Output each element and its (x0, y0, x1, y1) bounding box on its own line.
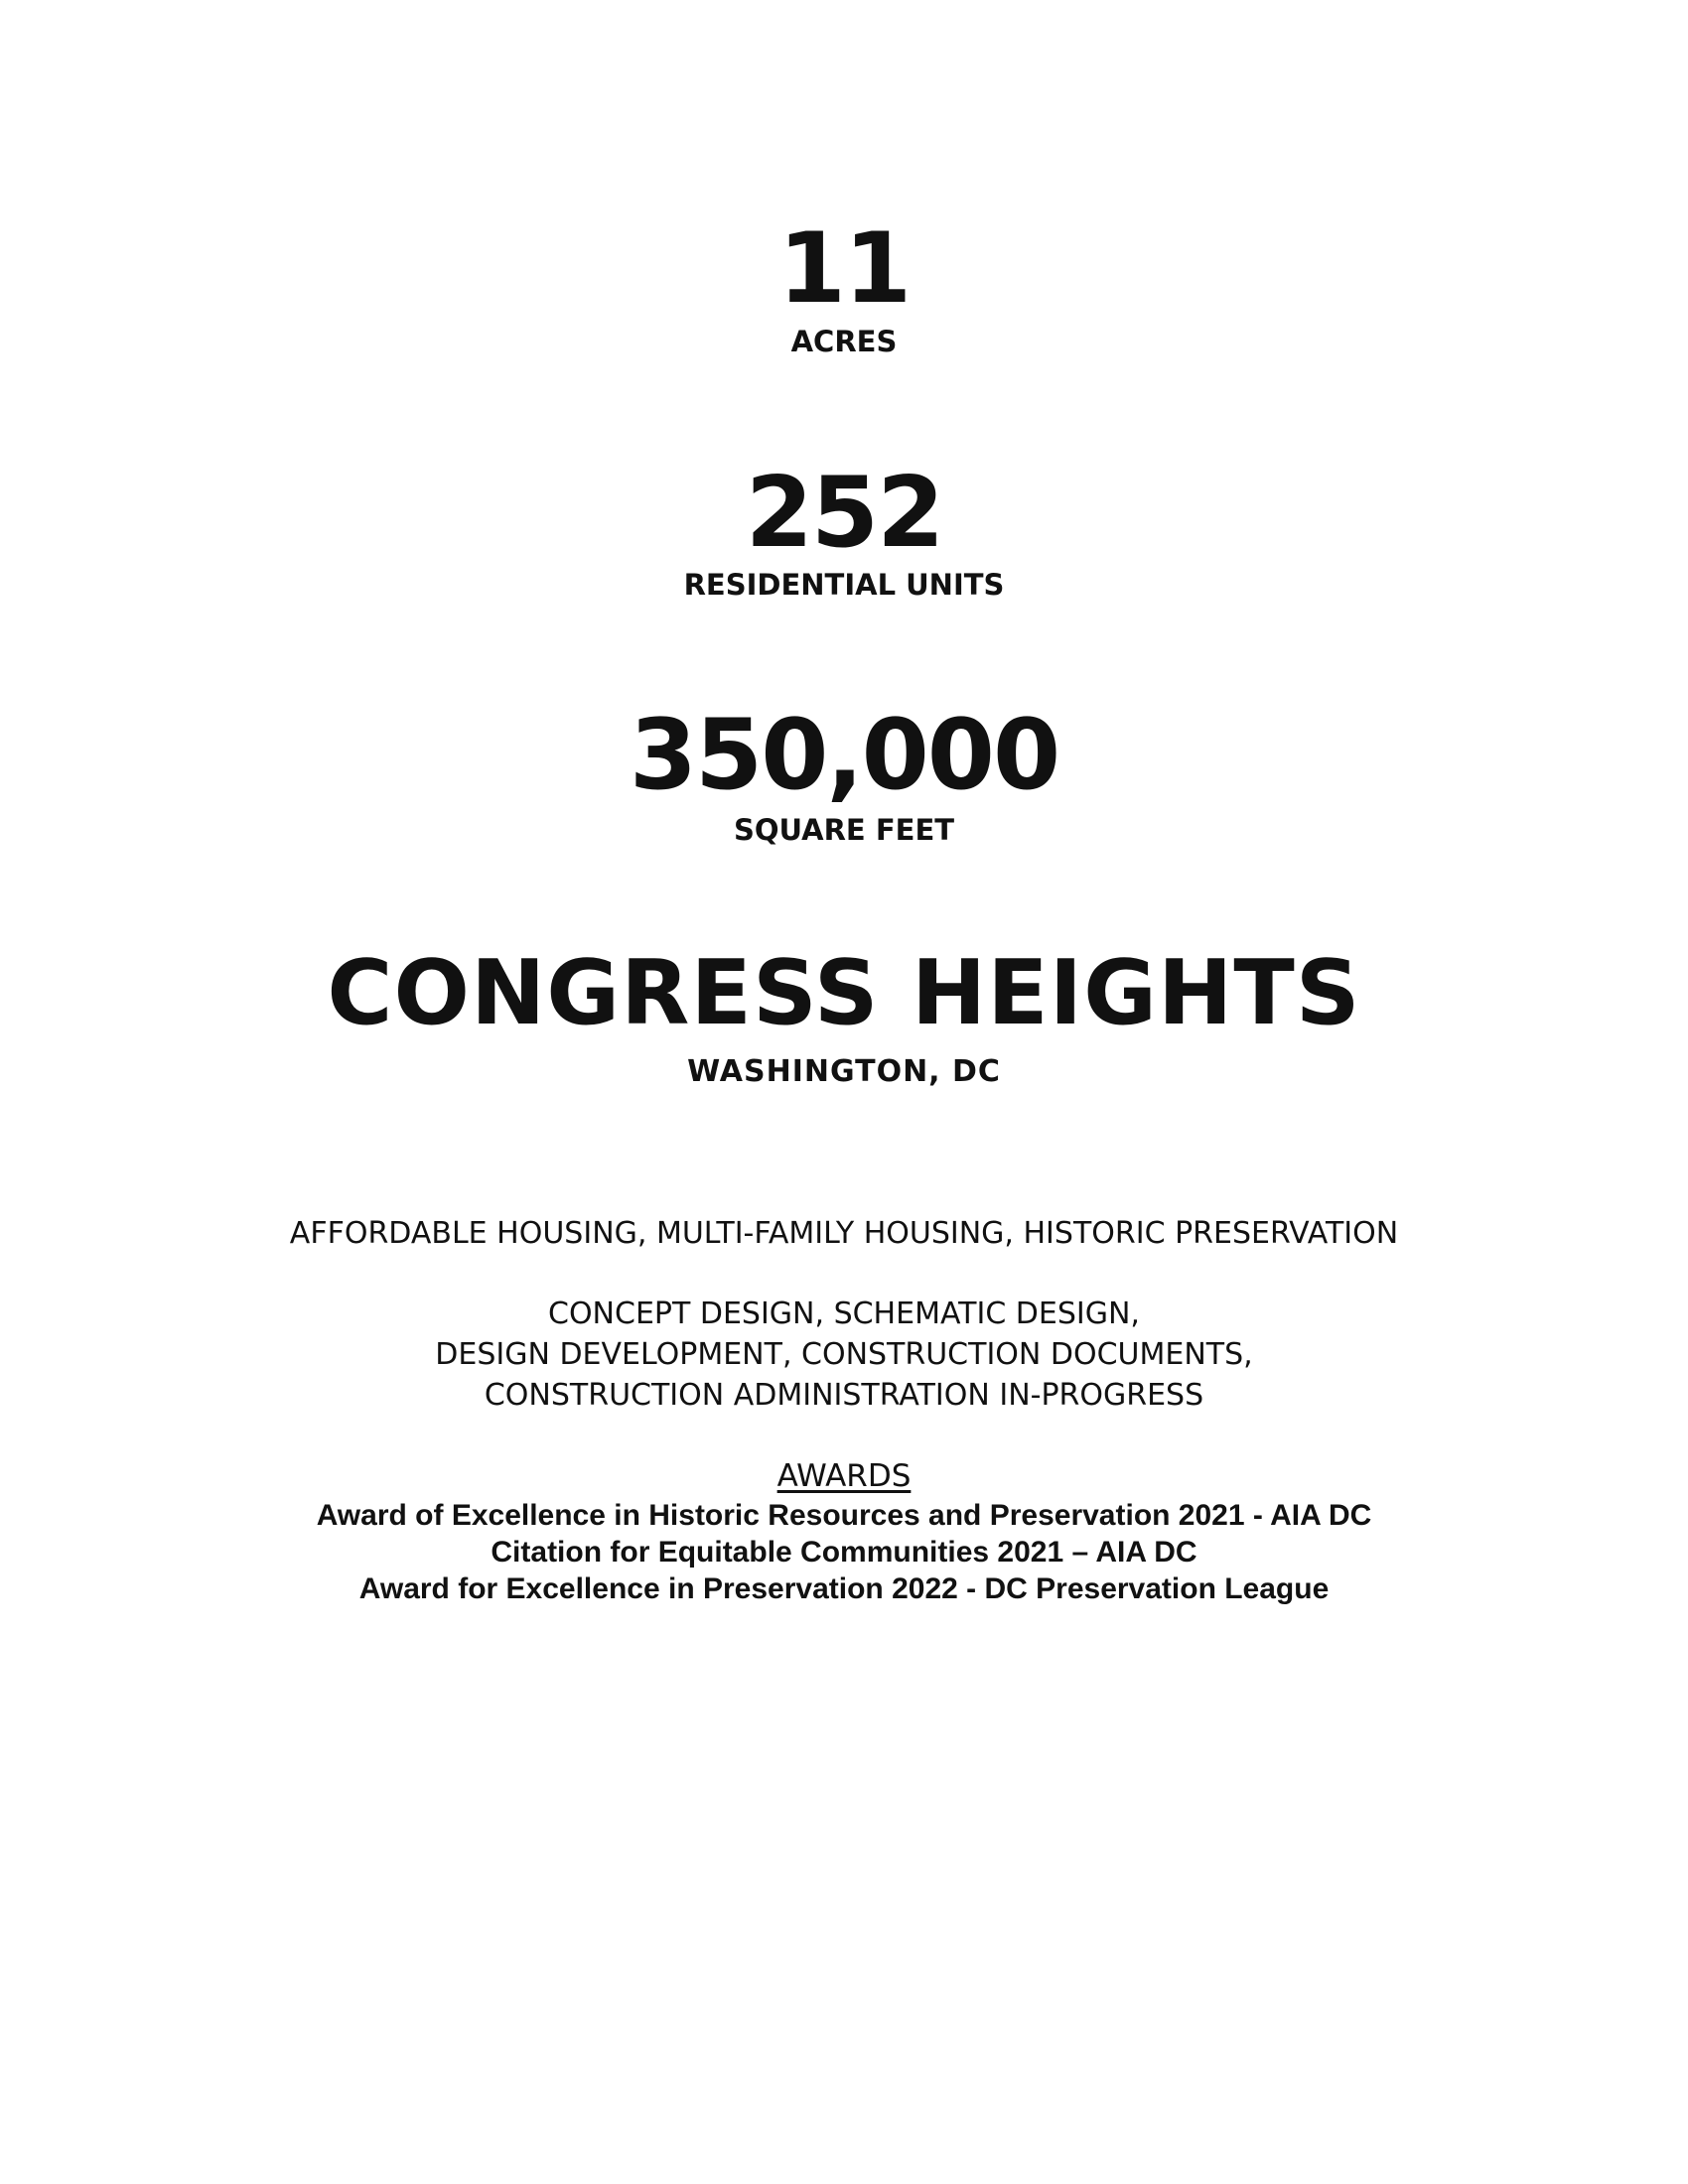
award-item-3: Award for Excellence in Preservation 2022 - DC Preservation League (358, 1572, 1330, 1605)
phase-line-1: CONCEPT DESIGN, SCHEMATIC DESIGN, (548, 1297, 1140, 1331)
units-value: 252 (745, 457, 943, 570)
project-location: WASHINGTON, DC (687, 1054, 1001, 1089)
award-item-2: Citation for Equitable Communities 2021 – AIA DC (491, 1536, 1197, 1569)
square-feet-value: 350,000 (629, 699, 1059, 812)
phase-line-2: DESIGN DEVELOPMENT, CONSTRUCTION DOCUMENTS, (435, 1337, 1253, 1372)
phase-line-3: CONSTRUCTION ADMINISTRATION IN-PROGRESS (484, 1378, 1204, 1413)
project-title: CONGRESS HEIGHTS (327, 941, 1361, 1045)
acres-value: 11 (777, 212, 911, 326)
awards-heading: AWARDS (776, 1458, 912, 1494)
project-categories: AFFORDABLE HOUSING, MULTI-FAMILY HOUSING, HISTORIC PRESERVATION (289, 1216, 1399, 1251)
award-item-1: Award of Excellence in Historic Resources and Preservation 2021 - AIA DC (316, 1499, 1372, 1532)
square-feet-label: SQUARE FEET (733, 813, 955, 847)
units-label: RESIDENTIAL UNITS (683, 568, 1005, 602)
acres-label: ACRES (790, 325, 898, 358)
